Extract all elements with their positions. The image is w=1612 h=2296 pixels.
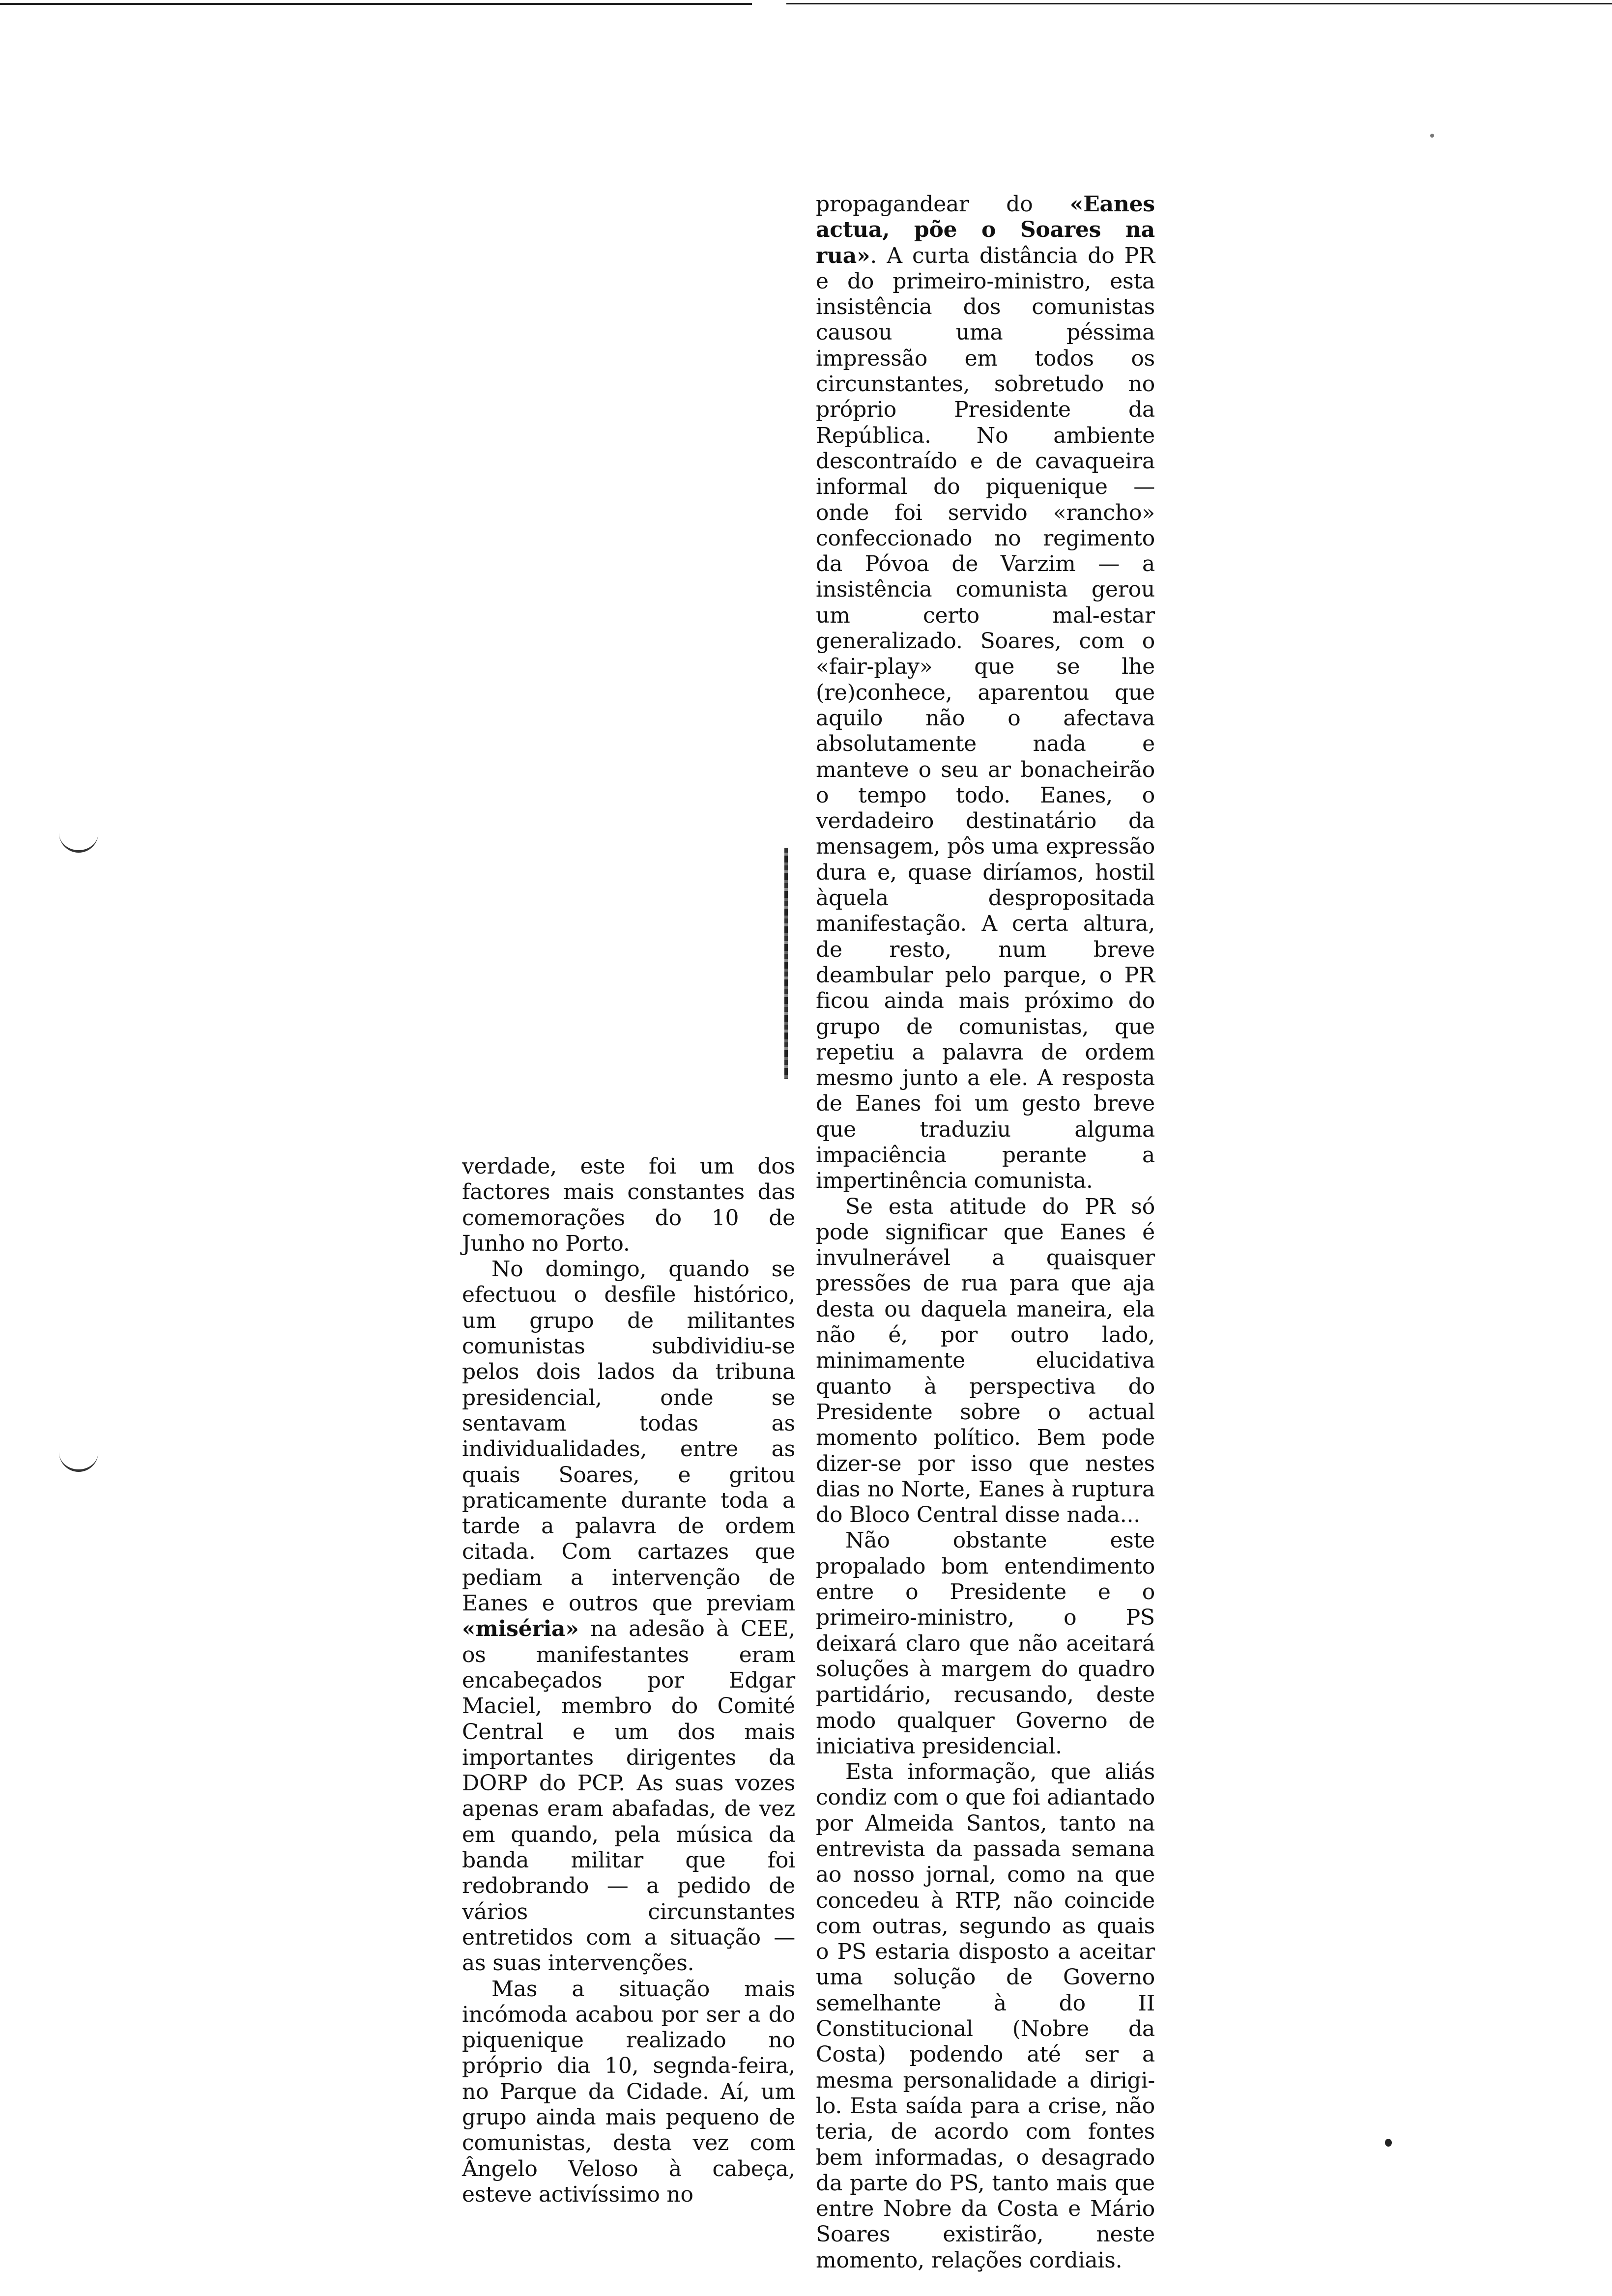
article-paragraph: Não obstante este propalado bom entendimento entre o Presidente e o primeiro-ministro, o PS deixará claro que não aceitará soluções à margem do quadro partidário, recusando, deste modo qualquer Governo de iniciativa presidencial. [816, 1528, 1155, 1759]
article-paragraph: Mas a situação mais incómoda acabou por ser a do piquenique realizado no próprio dia 10, segnda-feira, no Parque da Cidade. Aí, um grupo ainda mais pequeno de comunistas, desta vez com Ângelo Veloso à cabeça, esteve activíssimo no [462, 1976, 795, 2207]
quoted-word: «miséria» [462, 1616, 579, 1642]
article-paragraph: verdade, este foi um dos factores mais constantes das comemorações do 10 de Junho no Porto. [462, 1154, 795, 1256]
article-paragraph: Esta informação, que aliás condiz com o que foi adiantado por Almeida Santos, tanto na entrevista da passada semana ao nosso jornal, como na que concedeu à RTP, não coincide com outras, segundo as quais o PS estaria disposto a aceitar uma solução de Governo semelhante à do II Constitucional (Nobre da Costa) podendo até ser a mesma personalidade a dirigi-lo. Esta saída para a crise, não teria, de acordo com fontes bem informadas, o desagrado da parte do PS, tanto mais que entre Nobre da Costa e Mário Soares existirão, neste momento, relações cordiais. [816, 1759, 1155, 2273]
article-paragraph: No domingo, quando se efectuou o desfile histórico, um grupo de militantes comunistas subdividiu-se pelos dois lados da tribuna presidencial, onde se sentavam todas as individualidades, entre as quais Soares, e gritou praticamente durante toda a tarde a palavra de ordem citada. Com cartazes que pediam a intervenção de Eanes e outros que previam «miséria» na adesão à CEE, os manifestantes eram encabeçados por Edgar Maciel, membro do Comité Central e um dos mais importantes dirigentes da DORP do PCP. As suas vozes apenas eram abafadas, de vez em quando, pela música da banda militar que foi redobrando — a pedido de vários circunstantes entretidos com a situação — as suas intervenções. [462, 1257, 795, 1976]
article-paragraph: Se esta atitude do PR só pode significar que Eanes é invulnerável a quaisquer pressões de rua para que aja desta ou daquela maneira, ela não é, por outro lado, minimamente elucidativa quanto à perspectiva do Presidente sobre o actual momento político. Bem pode dizer-se por isso que nestes dias no Norte, Eanes à ruptura do Bloco Central disse nada... [816, 1194, 1155, 1528]
article-column-left [462, 1154, 795, 2208]
column-separator-rule [784, 848, 788, 1079]
scan-speck [1430, 134, 1434, 138]
binder-hole-mark [59, 1450, 98, 1472]
quoted-slogan: «Eanes actua, põe o Soares na rua» [816, 192, 1155, 268]
binder-hole-mark [59, 831, 98, 853]
article-paragraph: propagandear do «Eanes actua, põe o Soares na rua». A curta distância do PR e do primeiro-ministro, esta insistência dos comunistas causou uma péssima impressão em todos os circunstantes, sobretudo no próprio Presidente da República. No ambiente descontraído e de cavaqueira informal do piquenique — onde foi servido «rancho» confeccionado no regimento da Póvoa de Varzim — a insistência comunista gerou um certo mal-estar generalizado. Soares, com o «fair-play» que se lhe (re)conhece, aparentou que aquilo não o afectava absolutamente nada e manteve o seu ar bonacheirão o tempo todo. Eanes, o verdadeiro destinatário da mensagem, pôs uma expressão dura e, quase diríamos, hostil àquela despropositada manifestação. A certa altura, de resto, num breve deambular pelo parque, o PR ficou ainda mais próximo do grupo de comunistas, que repetiu a palavra de ordem mesmo junto a ele. A resposta de Eanes foi um gesto breve que traduziu alguma impaciência perante a impertinência comunista. [816, 192, 1155, 1194]
scan-speck [1385, 2139, 1392, 2147]
article-column-right [816, 192, 1155, 2273]
scan-top-border-left [0, 3, 752, 5]
scan-top-border-right [786, 3, 1612, 4]
